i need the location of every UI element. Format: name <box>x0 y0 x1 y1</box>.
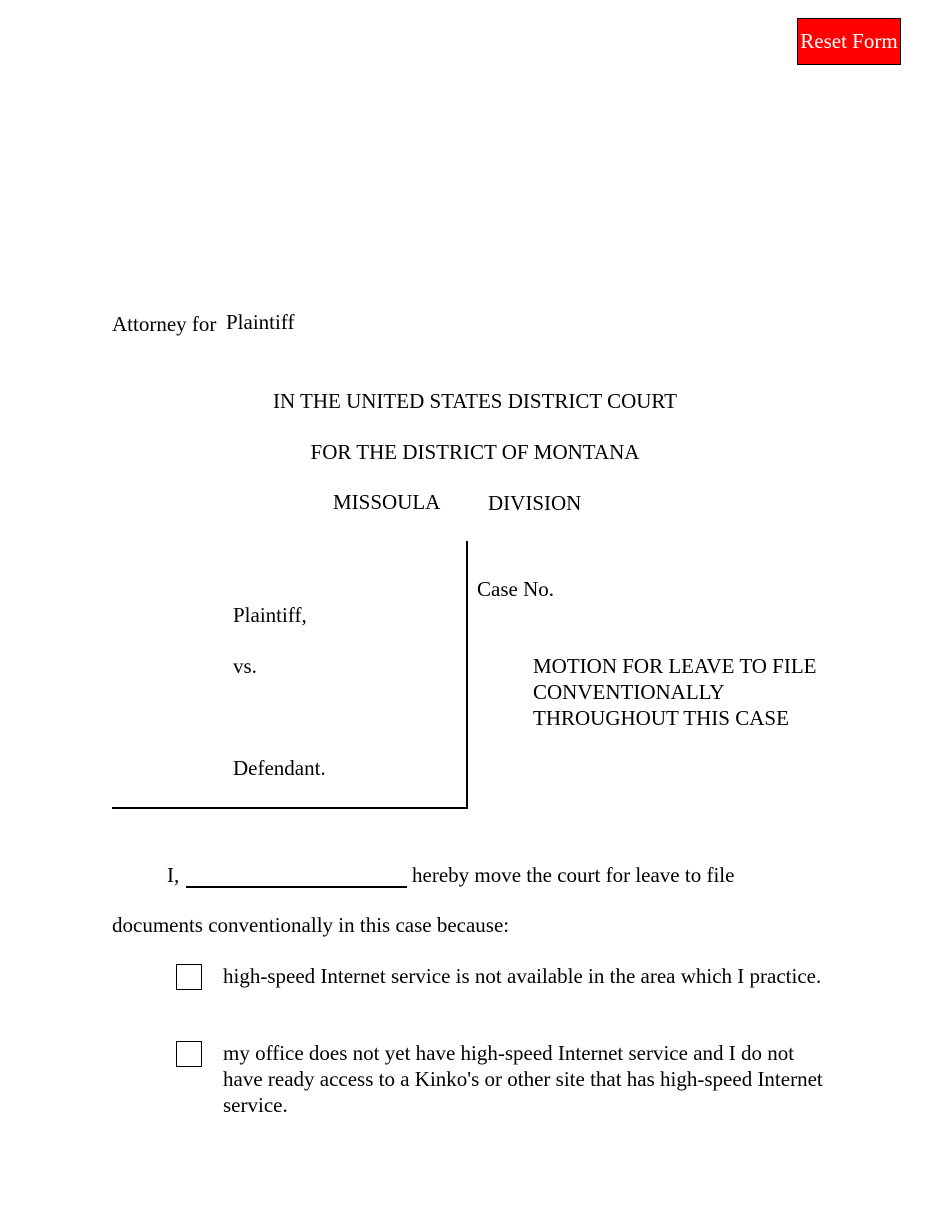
reason-1-text: high-speed Internet service is not available in the area which I practice. <box>223 964 822 988</box>
caption-vertical-divider <box>466 541 468 809</box>
reason-1-checkbox[interactable] <box>176 964 202 990</box>
attorney-party-field[interactable]: Plaintiff <box>226 310 295 334</box>
attorney-line <box>112 311 216 337</box>
reset-form-button[interactable]: Reset Form <box>797 18 901 65</box>
intro-line2: documents conventionally in this case because: <box>112 913 510 937</box>
division-name-field[interactable]: MISSOULA <box>333 490 441 514</box>
caption-horizontal-divider <box>112 807 468 809</box>
reason-2-text: my office does not yet have high-speed Internet service and I do not have ready access to a Kinko's or other site that has high-speed Internet service. <box>223 1041 823 1117</box>
attorney-name-input[interactable] <box>186 862 407 888</box>
court-title-line2: FOR THE DISTRICT OF MONTANA <box>310 440 640 464</box>
plaintiff-label: Plaintiff, <box>233 603 307 627</box>
defendant-label: Defendant. <box>233 756 326 780</box>
vs-label: vs. <box>233 654 257 678</box>
intro-suffix: hereby move the court for leave to file <box>412 863 735 887</box>
intro-prefix: I, <box>167 863 180 887</box>
motion-title-line3: THROUGHOUT THIS CASE <box>533 706 789 730</box>
attorney-prefix: Attorney for <box>112 312 217 336</box>
motion-title-line1: MOTION FOR LEAVE TO FILE <box>533 654 817 678</box>
motion-title-line2: CONVENTIONALLY <box>533 680 725 704</box>
case-number-label: Case No. <box>477 577 554 601</box>
court-title-line1: IN THE UNITED STATES DISTRICT COURT <box>272 389 678 413</box>
division-label: DIVISION <box>488 491 582 515</box>
reason-2-checkbox[interactable] <box>176 1041 202 1067</box>
